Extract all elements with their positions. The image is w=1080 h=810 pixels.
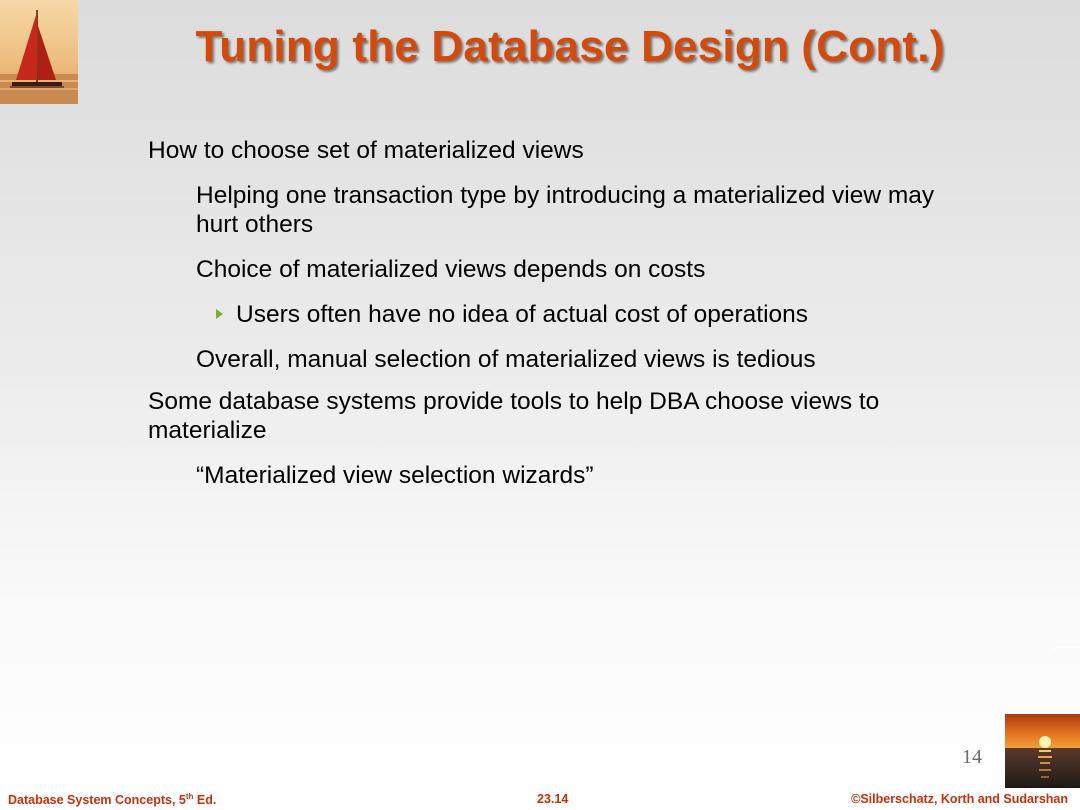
page-number: 14 xyxy=(962,746,982,768)
bullet-level2: Helping one transaction type by introducing a materialized view may hurt others xyxy=(196,182,935,238)
bullet-level2: “Materialized view selection wizards” xyxy=(196,462,594,489)
slide-content xyxy=(148,136,978,506)
footer-copyright: ©Silberschatz, Korth and Sudarshan xyxy=(851,792,1068,806)
bullet-level2: Choice of materialized views depends on costs xyxy=(196,256,706,283)
sunset-logo-icon xyxy=(1005,714,1080,788)
slide-title: Tuning the Database Design (Cont.) xyxy=(195,22,945,71)
bullet-level2: Overall, manual selection of materialized views is tedious xyxy=(196,346,816,373)
bullet-level3-text: Users often have no idea of actual cost of operations xyxy=(236,301,809,328)
slide-footer xyxy=(0,788,1080,810)
triangle-bullet-icon xyxy=(216,309,223,319)
bullet-level1: Some database systems provide tools to help DBA choose views to materialize xyxy=(148,388,880,444)
footer-slide-code: 23.14 xyxy=(537,792,569,806)
bullet-level1: How to choose set of materialized views xyxy=(148,137,584,164)
decorative-arc xyxy=(1050,646,1080,662)
bullet-level3 xyxy=(216,300,978,329)
footer-book-title: Database System Concepts, 5th Ed. xyxy=(8,792,217,808)
